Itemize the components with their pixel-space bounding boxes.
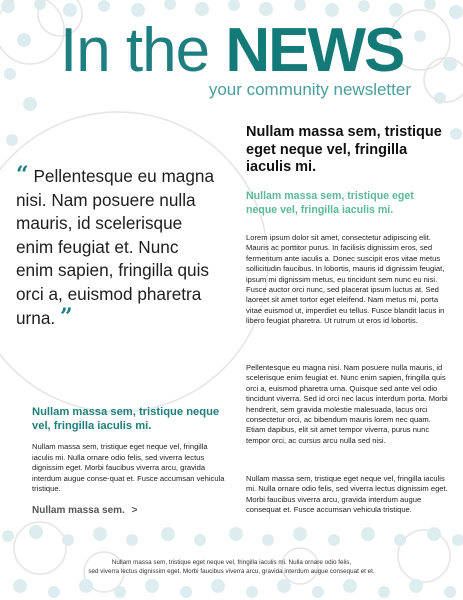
article-paragraph-2: Pellentesque eu magna nisi. Nam posuere nulla mauris, id scelerisque enim feugiat et. Nunc enim sapien, fringilla quis orci a, euismod pharetra urna. Quisque sed ante vel odio tincidunt viverra. Sed id orci nec lacus interdum porta. Morbi hendrerit, sem gravida molestie malesuada, lacus orci consectetur orci, ac bibendum mauris lorem nec quam. Etiam dapibus, elit sit amet tempor viverra, purus nunc tempor orci, ac cursus arcu nulla sed nisi. <box>246 363 448 445</box>
newsletter-subtitle: your community newsletter <box>208 80 411 99</box>
read-more-link[interactable] <box>32 505 137 516</box>
main-headline: Nullam massa sem, tristique eget neque vel, fringilla iaculis mi. <box>246 124 442 175</box>
title-light-text: In the <box>60 16 210 85</box>
footer-line-2: sed viverra lectus dignissim eget. Morbi faucibus viverra arcu, gravida interdum augue consequat et et. <box>88 567 375 575</box>
article-paragraph-3: Nullam massa sem, tristique eget neque vel, fringilla iaculis mi. Nulla ornare odio felis, sed viverra lectus dignissim eget. Morbi faucibus viverra arcu, gravida interdum augue consequat et. Fusce accumsan vehicula tristique. <box>246 474 448 515</box>
chevron-right-icon: > <box>131 505 138 516</box>
read-more-label: Nullam massa sem. <box>32 505 125 516</box>
close-quote-mark: ” <box>59 304 73 330</box>
pull-quote-text: Pellentesque eu magna nisi. Nam posuere nulla mauris, id scelerisque enim feugiat et. Nunc enim sapien, fringilla quis orci a, euismod pharetra urna. <box>16 166 215 328</box>
masthead <box>0 14 463 104</box>
left-article-body: Nullam massa sem, tristique eget neque vel, fringilla iaculis mi. Nulla ornare odio felis, sed viverra lectus dignissim eget. Morbi faucibus viverra arcu, gravida interdum augue conse-quat et. Fusce accumsan vehicula tristique. <box>32 442 225 494</box>
left-article-headline: Nullam massa sem, tristique neque vel, fringilla iaculis mi. <box>32 406 220 432</box>
main-subheadline: Nullam massa sem, tristique eget neque vel, fringilla iaculis mi. <box>246 190 414 216</box>
footer-text <box>0 559 463 576</box>
pull-quote <box>16 164 216 331</box>
article-paragraph-1: Lorem ipsum dolor sit amet, consectetur adipiscing elit. Mauris ac porttitor purus. In facilisis dignissim eros, sed fermentum ante iaculis a. Donec suscipit eros vitae metus sollicitudin faucibus. In lobortis, mauris id dignissim feugiat, ipsum mi dignissim metus, eu tincidunt sem nunc eu nisi. Fusce auctor orci nunc, sed placerat ipsum luctus at. Sed laoreet sit amet tortor eget eleifend. Nam metus mi, porta vitae euismod ut, imperdiet eu tellus. Fusce blandit lacus in libero feugiat pharetra. Ut rutrum ut eros id lobortis. <box>246 233 445 326</box>
footer-line-1: Nullam massa sem, tristique eget neque vel, fringilla iaculis mi. Nulla ornare odio felis, <box>111 559 352 566</box>
title-bold-text: NEWS <box>225 16 404 85</box>
newsletter-title <box>60 16 404 85</box>
open-quote-mark: “ <box>16 162 29 188</box>
